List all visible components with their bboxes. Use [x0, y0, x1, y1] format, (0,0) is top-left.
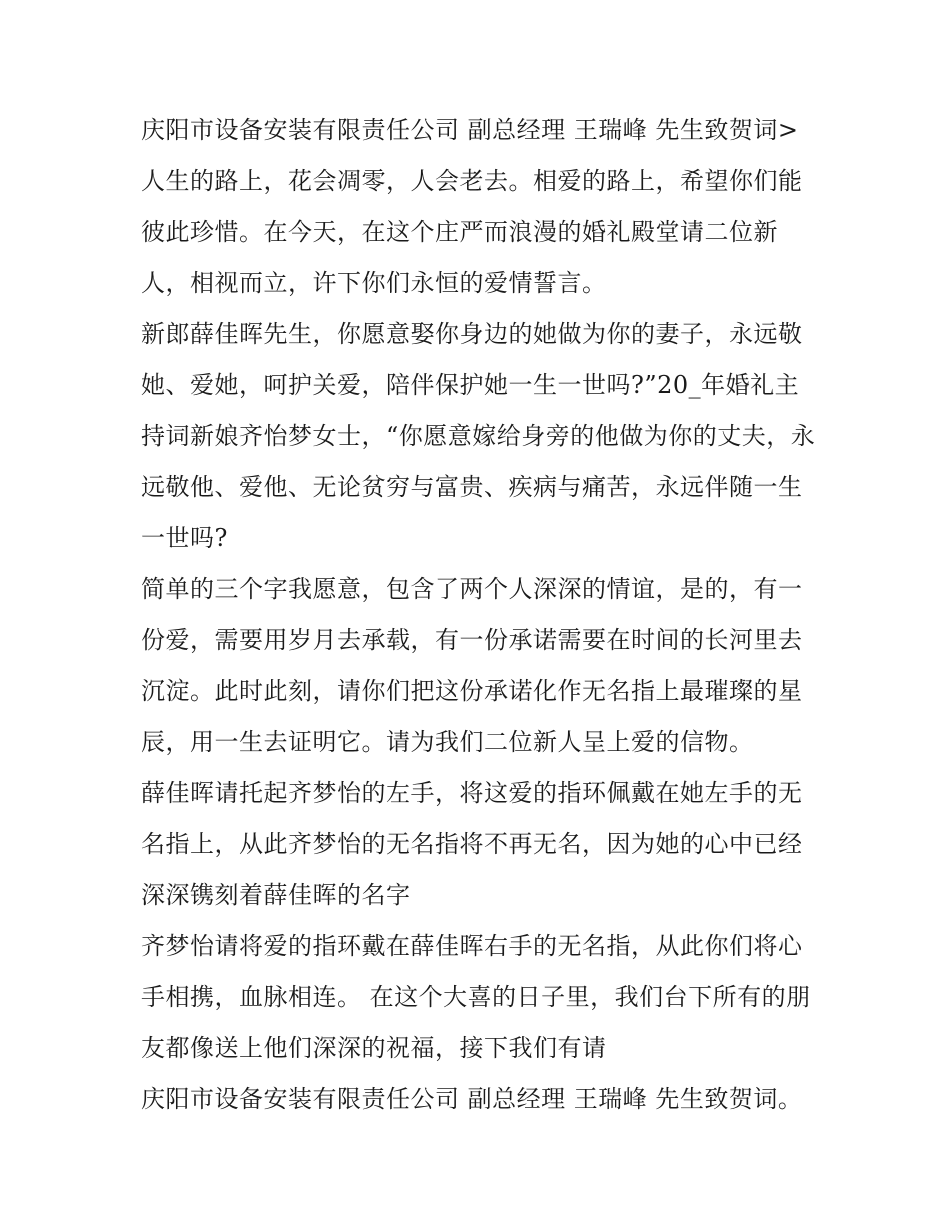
paragraph-groom-ring: 薛佳晖请托起齐梦怡的左手，将这爱的指环佩戴在她左手的无名指上，从此齐梦怡的无名指将不再无名，因为她的心中已经深深镌刻着薛佳晖的名字: [141, 779, 803, 909]
paragraph-ring-intro: 简单的三个字我愿意，包含了两个人深深的情谊，是的，有一份爱，需要用岁月去承载，有一份承诺需要在时间的长河里去沉淀。此时此刻，请你们把这份承诺化作无名指上最璀璨的星辰，用一生去证明它。请为我们二位新人呈上爱的信物。: [141, 575, 803, 756]
paragraph-greeting-closing: 庆阳市设备安装有限责任公司 副总经理 王瑞峰 先生致贺词。: [141, 1085, 803, 1113]
paragraph-bride-ring: 齐梦怡请将爱的指环戴在薛佳晖右手的无名指，从此你们将心手相携，血脉相连。 在这个大喜的日子里，我们台下所有的朋友都像送上他们深深的祝福，接下我们有请: [141, 932, 811, 1062]
document-body: [141, 105, 821, 1125]
paragraph-opening: 人生的路上，花会凋零，人会老去。相爱的路上，希望你们能彼此珍惜。在今天，在这个庄严而浪漫的婚礼殿堂请二位新人，相视而立，许下你们永恒的爱情誓言。: [141, 167, 803, 297]
paragraph-vows: 新郎薛佳晖先生，你愿意娶你身边的她做为你的妻子，永远敬她、爱她，呵护关爱，陪伴保护她一生一世吗?”20_年婚礼主持词新娘齐怡梦女士，“你愿意嫁给身旁的他做为你的丈夫，永远敬他、爱他、无论贫穷与富贵、疾病与痛苦，永远伴随一生一世吗?: [141, 320, 816, 552]
paragraph-greeting-heading: 庆阳市设备安装有限责任公司 副总经理 王瑞峰 先生致贺词>: [141, 116, 799, 144]
